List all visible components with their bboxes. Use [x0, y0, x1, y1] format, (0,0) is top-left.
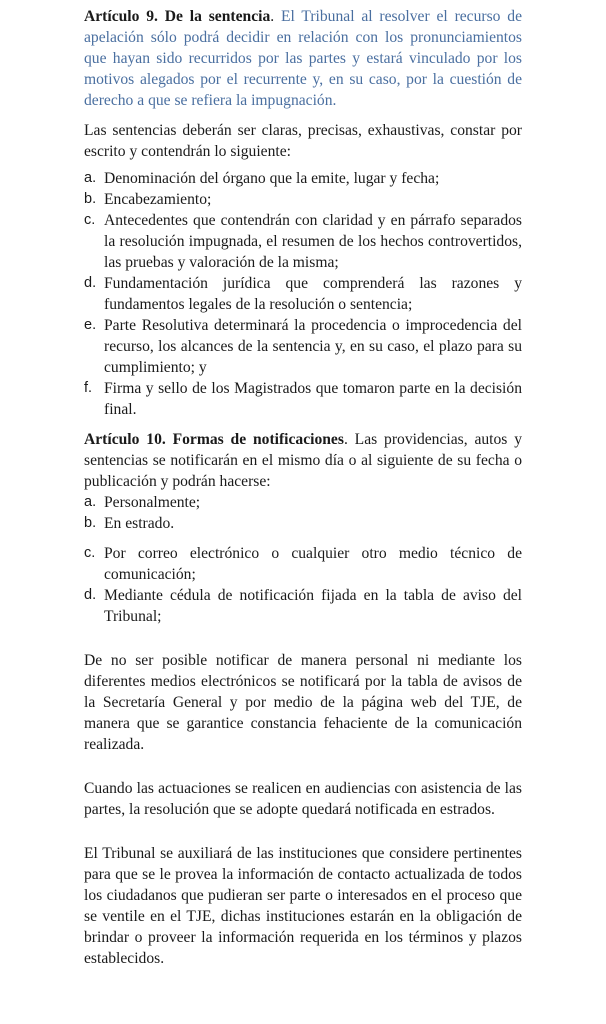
institutions-paragraph: El Tribunal se auxiliará de las instituciones que considere pertinentes para que se le provea la información de contacto actualizada de todos los ciudadanos que pudieran ser parte o interesados en el proceso que se ventile en el TJE, dichas instituciones estarán en la obligación de brindar o proveer la información requerida en los términos y plazos establecidos.: [84, 845, 522, 967]
list-item: f. Firma y sello de los Magistrados que tomaron parte en la decisión final.: [84, 380, 522, 418]
article-9-intro: Artículo 9. De la sentencia. El Tribunal al resolver el recurso de apelación sólo podrá decidir en relación con los pronunciamientos que hayan sido recurridos por las partes y estará vinculado por los motivos alegados por el recurrente y, en su caso, por la cuestión de derecho a que se refiera la impugnación.: [84, 8, 522, 109]
article-10-heading: Artículo 10. Formas de notificaciones: [84, 431, 344, 448]
article-10-list: [84, 492, 522, 627]
article-9-paragraph-2: Las sentencias deberán ser claras, precisas, exhaustivas, constar por escrito y contendrán lo siguiente:: [84, 122, 522, 160]
article-10-intro: Artículo 10. Formas de notificaciones. Las providencias, autos y sentencias se notificarán en el mismo día o al siguiente de su fecha o publicación y podrán hacerse:: [84, 431, 522, 490]
list-item: c. Antecedentes que contendrán con claridad y en párrafo separados la resolución impugnada, el resumen de los hechos controvertidos, las pruebas y valoración de la misma;: [84, 212, 522, 271]
list-item: d. Mediante cédula de notificación fijada en la tabla de aviso del Tribunal;: [84, 587, 522, 625]
article-9-list: [84, 168, 522, 420]
list-item: d. Fundamentación jurídica que comprenderá las razones y fundamentos legales de la resolución o sentencia;: [84, 275, 522, 313]
list-item: c. Por correo electrónico o cualquier otro medio técnico de comunicación;: [84, 545, 522, 583]
hearing-paragraph: Cuando las actuaciones se realicen en audiencias con asistencia de las partes, la resolución que se adopte quedará notificada en estrados.: [84, 780, 522, 818]
list-item: b. Encabezamiento;: [84, 191, 212, 208]
article-9-intro-text: El Tribunal al resolver el recurso de apelación sólo podrá decidir en relación con los pronunciamientos que hayan sido recurridos por las partes y estará vinculado por los motivos alegados por el recurrente y, en su caso, por la cuestión de derecho a que se refiera la impugnación.: [84, 8, 522, 109]
list-item: e. Parte Resolutiva determinará la procedencia o improcedencia del recurso, los alcances de la sentencia y, en su caso, el plazo para su cumplimiento; y: [84, 317, 522, 376]
list-item: a. Denominación del órgano que la emite, lugar y fecha;: [84, 170, 440, 187]
list-item: a. Personalmente;: [84, 494, 201, 511]
article-9-heading: Artículo 9. De la sentencia: [84, 8, 271, 25]
notification-paragraph: De no ser posible notificar de manera personal ni mediante los diferentes medios electrónicos se notificará por la tabla de avisos de la Secretaría General y por medio de la página web del TJE, de manera que se garantice constancia fehaciente de la comunicación realizada.: [84, 652, 522, 753]
list-item: b. En estrado.: [84, 515, 175, 532]
